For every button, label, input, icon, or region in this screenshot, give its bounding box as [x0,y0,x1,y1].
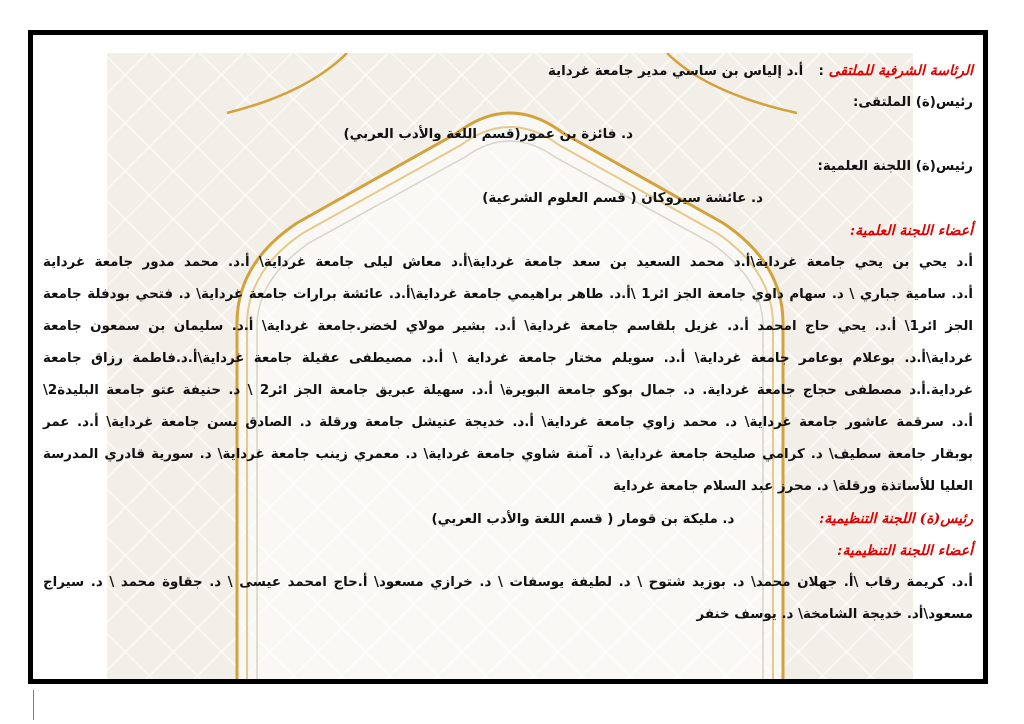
scientific-members-line: غرداية\أ.د. بوعلام بوعامر جامعة غرداية\ أ.د. سويلم مختار جامعة غرداية \ أ.د. مصيطفى عقيلة جامعة غرداية\أ.د.فاطمة رزاق جامعة [43,351,973,366]
scientific-members-line: غرداية.أ.د مصطفى حجاج جامعة غرداية. د. جمال بوكو جامعة البويرة\ أ.د. سهيلة عبريق جامعة الجز ائر2 \ د. حنيفة عتو جامعة البليدة2\ [43,383,973,398]
chair-label: رئيس(ة) الملتقى: [852,95,973,110]
scientific-members-heading: أعضاء اللجنة العلمية: [849,223,973,239]
scientific-members-line: بوبقار جامعة سطيف\ د. كرامي صليحة جامعة غرداية\ د. آمنة شاوي جامعة غرداية\ د. معمري زينب جامعة غرداية\ د. سورية قادري المدرسة [43,447,973,462]
document-body [43,55,973,673]
organizing-chair-name: د. مليكة بن قومار ( قسم اللغة والأدب العربي) [431,512,735,527]
organizing-chair-line [43,503,973,535]
honorary-presidency-label: الرئاسة الشرفية للملتقى [828,63,973,79]
scientific-chair-label: رئيس(ة) اللجنة العلمية: [817,159,973,174]
scientific-chair-name: د. عائشة سيروكان ( قسم العلوم الشرعية) [482,191,763,206]
text-cursor [33,690,34,720]
organizing-members-heading: أعضاء اللجنة التنظيمية: [837,543,973,559]
organizing-chair-label: رئيس(ة) اللجنة التنظيمية: [819,511,973,527]
scientific-members-line: أ.د. سامية جباري \ د. سهام داوي جامعة الجز ائر1 \أ.د. طاهر براهيمي جامعة غرداية\أ.د. عائشة برارات جامعة غرداية\ د. فتحي بودفلة جامعة [43,287,973,302]
organizing-members-line: مسعود\أد. خديجة الشامخة\ د. يوسف خنفر [696,607,973,622]
page-frame [28,30,988,684]
organizing-members-line: أ.د. كريمة رقاب \أ. جهلان محمد\ د. بوزيد شتوح \ د. لطيفة يوسفات \ د. خرازي مسعود\ أ.حاج امحمد عيسى \ د. جقاوة محمد \ د. سيراج [43,575,973,590]
honorary-separator: : [818,64,824,79]
chair-name: د. فائزة بن عمور(قسم اللغة والأدب العربي) [343,127,633,142]
scientific-members-line: الجز ائر1\ أ.د. يحي حاج امحمد أ.د. غزيل بلقاسم جامعة غرداية\ أ.د. بشير مولاي لخضر.جامعة غرداية\ أ.د. سليمان بن سمعون جامعة [43,319,973,334]
honorary-presidency-value: أ.د إلياس بن ساسي مدير جامعة غرداية [547,64,804,79]
scientific-members-line: أ.د يحي بن يحي جامعة غرداية\أ.د محمد السعيد بن سعد جامعة غرداية\أ.د معاش ليلى جامعة غرداية\ أ.د. محمد مدور جامعة غرداية [43,255,973,270]
honorary-presidency-line [43,55,973,87]
scientific-members-line: أ.د. سرقمة عاشور جامعة غرداية\ د. محمد زاوي جامعة غرداية\ أ.د. خديجة عنيشل جامعة ورقلة د. الصادق بسن جامعة غرداية\ أ.د. عمر [43,415,973,430]
scientific-members-line: العليا للأساتذة ورقلة\ د. محرز عبد السلام جامعة غرداية [612,479,973,494]
